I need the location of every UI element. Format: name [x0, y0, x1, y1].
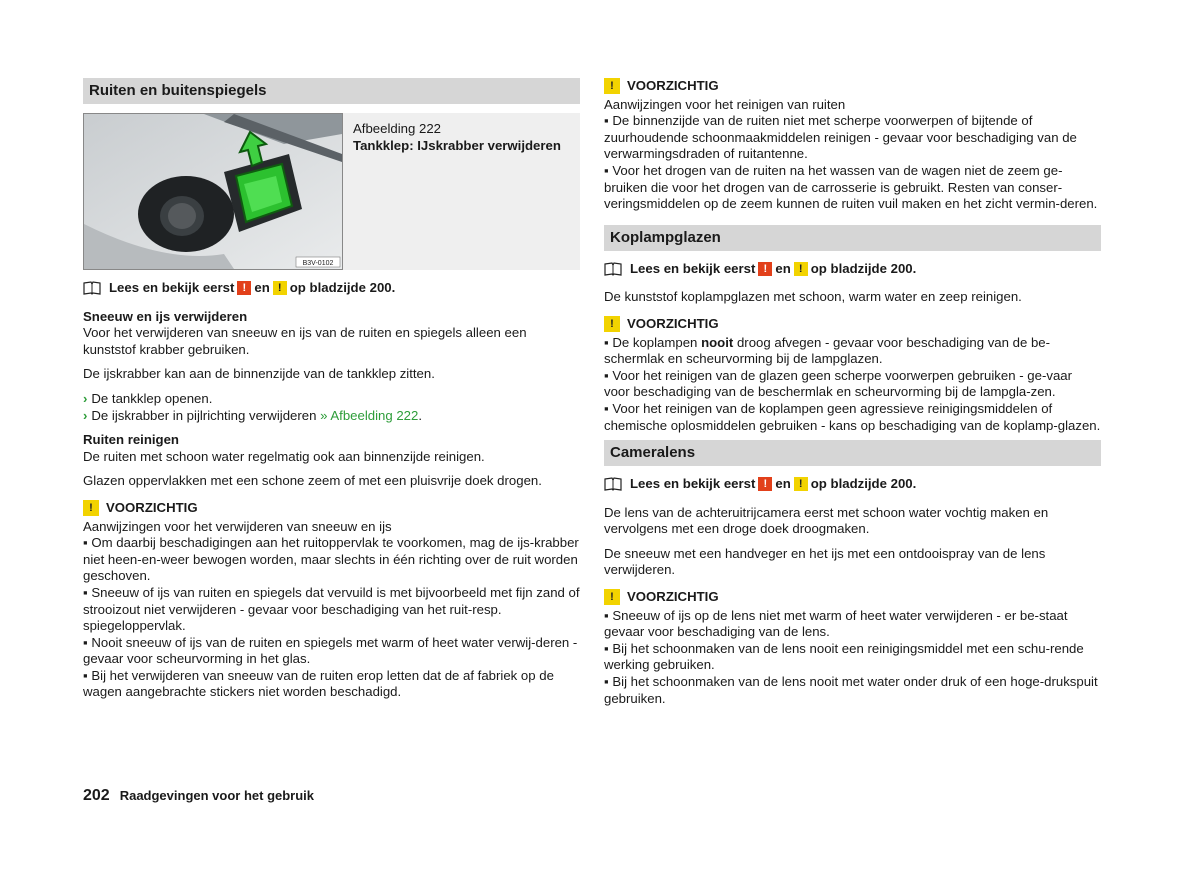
caution-item-pre: De koplampen [612, 334, 698, 350]
see-reference-mid: en [775, 476, 791, 492]
caution-item: ▪ Bij het schoonmaken van de lens nooit met water onder druk of een hoge-drukspuit gebruiken. [604, 674, 1101, 707]
step-2-text: De ijskrabber in pijlrichting verwijderen [91, 407, 317, 423]
step-list [83, 391, 580, 424]
caution-item: ▪ Bij het schoonmaken van de lens nooit een reinigingsmiddel met een schu-rende werking gebruiken. [604, 641, 1101, 674]
see-reference-pre: Lees en bekijk eerst [109, 280, 235, 295]
see-reference [83, 280, 580, 297]
right-column [604, 78, 1101, 707]
caution-item [604, 335, 1101, 368]
caution-block-left [83, 500, 580, 701]
fuel-flap-illustration [84, 114, 342, 269]
see-reference-post: op bladzijde 200. [810, 260, 917, 276]
figure-label: Afbeelding 222 [353, 121, 441, 136]
step-2 [83, 408, 580, 425]
see-reference-post: op bladzijde 200. [289, 280, 396, 295]
section-heading-headlamps: Koplampglazen [604, 225, 1101, 251]
clean-heading: Ruiten reinigen [83, 432, 179, 448]
caution-item: ▪ Sneeuw of ijs op de lens niet met warm of heet water verwijderen - er be-staat gevaar voor beschadiging van de lens. [604, 608, 1101, 641]
caution-icon: ! [273, 281, 287, 295]
caution-item: ▪ Nooit sneeuw of ijs van de ruiten en spiegels met warm of heet water verwij-deren - gevaar voor scheurvorming in het glas. [83, 635, 580, 668]
caution-title: VOORZICHTIG [106, 499, 198, 515]
caution-block-headlamps [604, 316, 1101, 434]
section-heading-windows: Ruiten en buitenspiegels [83, 78, 580, 104]
clean-paragraph-2: Glazen oppervlakken met een schone zeem of met een pluisvrije doek drogen. [83, 473, 542, 489]
caution-intro: Aanwijzingen voor het reinigen van ruiten [604, 96, 846, 112]
left-column [83, 78, 580, 701]
caution-heading [604, 316, 1101, 333]
see-reference [604, 476, 1101, 493]
caution-icon: ! [794, 477, 808, 491]
caution-item: ▪ De binnenzijde van de ruiten niet met scherpe voorwerpen of bijtende of zuurhoudende schoonmaakmiddelen reinigen - gevaar voor beschadiging van de verwarmingsdraden of ruitantenne. [604, 113, 1101, 163]
caution-icon: ! [794, 262, 808, 276]
caution-icon: ! [604, 78, 620, 94]
caution-item: ▪ Om daarbij beschadigingen aan het ruitoppervlak te voorkomen, mag de ijs-krabber niet heen-en-weer bewogen worden, maar slechts in één richting over de ruit worden geschoven. [83, 535, 580, 585]
figure-code: B3V-0102 [302, 260, 334, 267]
caution-title: VOORZICHTIG [627, 78, 719, 93]
warning-icon: ! [237, 281, 251, 295]
warning-icon: ! [758, 477, 772, 491]
caution-block-windows [604, 78, 1101, 213]
camera-paragraph-1: De lens van de achteruitrijcamera eerst met schoon water vochtig maken en vervolgens met een droge doek droogmaken. [604, 504, 1049, 537]
see-reference [604, 261, 1101, 278]
fuel-flap-figure [83, 113, 343, 270]
camera-paragraph-2: De sneeuw met een handveger en het ijs met een ontdooispray van de lens verwijderen. [604, 545, 1046, 578]
figure-caption [343, 113, 580, 270]
see-reference-mid: en [775, 260, 791, 276]
snow-heading: Sneeuw en ijs verwijderen [83, 308, 248, 324]
step-1-text: De tankklep openen. [91, 390, 213, 406]
snow-paragraph-1: Voor het verwijderen van sneeuw en ijs van de ruiten en spiegels alleen een kunststof krabber gebruiken. [83, 325, 527, 357]
step-2-end: . [418, 407, 423, 423]
see-reference-pre: Lees en bekijk eerst [630, 260, 756, 276]
caution-item: ▪ Voor het drogen van de ruiten na het wassen van de wagen niet de zeem ge-bruiken die voor het drogen van de carrosserie is gebruikt. Resten van conser-veringsmiddelen op de zeem kunnen de ruiten vuil maken en het zicht vermin-deren. [604, 163, 1101, 213]
caution-title: VOORZICHTIG [627, 315, 719, 331]
caution-icon: ! [83, 500, 99, 516]
section-heading-camera: Cameralens [604, 440, 1101, 466]
see-reference-pre: Lees en bekijk eerst [630, 476, 756, 492]
step-1 [83, 391, 580, 408]
see-reference-post: op bladzijde 200. [810, 476, 917, 492]
caution-item: ▪ Voor het reinigen van de koplampen geen agressieve reinigingsmiddelen of chemische oplosmiddelen gebruiken - kans op beschadiging van de koplamp-glazen. [604, 401, 1101, 434]
snow-paragraph-2: De ijskrabber kan aan de binnenzijde van de tankklep zitten. [83, 366, 435, 382]
caution-icon: ! [604, 589, 620, 605]
caution-icon: ! [604, 316, 620, 332]
book-icon [83, 281, 101, 295]
caution-heading [604, 589, 1101, 606]
clean-paragraph-1: De ruiten met schoon water regelmatig ook aan binnenzijde reinigen. [83, 448, 485, 464]
caution-heading [604, 78, 1101, 95]
chevron-right-icon: › [83, 407, 88, 423]
page-footer [83, 787, 314, 805]
footer-title: Raadgevingen voor het gebruik [119, 788, 315, 803]
book-icon [604, 262, 622, 276]
caution-item-post: droog afvegen - gevaar voor beschadiging van de be-schermlak en scheurvorming bij de lampglazen. [604, 334, 1051, 367]
see-reference-mid: en [254, 280, 270, 295]
figure-block [83, 113, 580, 270]
chevron-right-icon: › [83, 390, 88, 406]
caution-block-camera [604, 589, 1101, 707]
caution-title: VOORZICHTIG [627, 589, 719, 605]
caution-item: ▪ Bij het verwijderen van sneeuw van de ruiten erop letten dat de af fabriek op de wagen aangebrachte stickers niet worden beschadigd. [83, 668, 580, 701]
headlamp-paragraph: De kunststof koplampglazen met schoon, warm water en zeep reinigen. [604, 289, 1022, 305]
caution-item-emphasis: nooit [701, 334, 734, 350]
caution-heading [83, 500, 580, 517]
caution-intro: Aanwijzingen voor het verwijderen van sneeuw en ijs [83, 518, 392, 534]
page-number: 202 [83, 787, 110, 804]
warning-icon: ! [758, 262, 772, 276]
figure-link[interactable]: » Afbeelding 222 [320, 407, 419, 423]
caution-item: ▪ Voor het reinigen van de glazen geen scherpe voorwerpen gebruiken - ge-vaar voor beschadiging van de beschermlak en scheurvorming bij de lampgla-zen. [604, 368, 1101, 401]
book-icon [604, 477, 622, 491]
caution-item: ▪ Sneeuw of ijs van ruiten en spiegels dat vervuild is met bijvoorbeeld met fijn zand of strooizout niet verwijderen - gevaar voor beschadiging van het ruit-resp. spiegeloppervlak. [83, 585, 580, 635]
figure-title: Tankklep: IJskrabber verwijderen [353, 137, 561, 153]
